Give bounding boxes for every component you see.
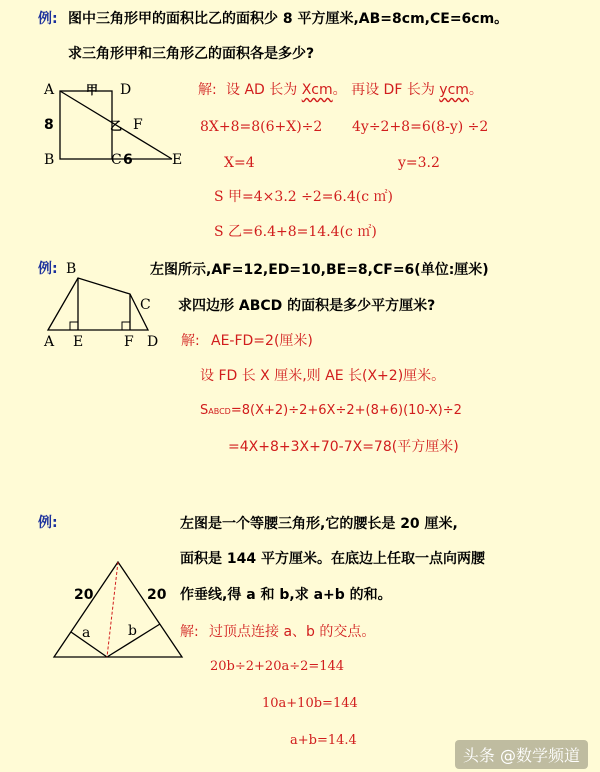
ex1-solution-label: 解:: [198, 82, 217, 98]
ex2-area-subscript: ABCD: [208, 407, 231, 416]
ex1-point-b: B: [44, 152, 55, 168]
ex2-point-d: D: [147, 334, 159, 350]
watermark: 头条 @数学频道: [455, 740, 588, 769]
ex1-triangle-jia-label: 甲: [86, 83, 99, 97]
ex3-left-side-length: 20: [74, 587, 94, 603]
ex1-ce-length: 6: [123, 152, 133, 168]
ex2-solution-label: 解:: [181, 333, 200, 349]
ex2-point-b: B: [66, 261, 77, 277]
ex2-point-f: F: [124, 334, 134, 350]
ex3-equation-2: 10a+10b=144: [262, 696, 358, 711]
ex3-isosceles-triangle: [54, 562, 182, 657]
ex2-solution-line-4: =4X+8+3X+70-7X=78(平方厘米): [228, 439, 459, 455]
ex3-segment-a-label: a: [82, 625, 91, 641]
example-1-problem-line-2: 求三角形甲和三角形乙的面积各是多少?: [68, 46, 315, 62]
ex1-setup-text-1: 设 AD 长为: [226, 82, 302, 98]
ex1-point-e: E: [172, 152, 183, 168]
ex2-area-expression: =8(X+2)÷2+6X÷2+(8+6)(10-X)÷2: [230, 403, 462, 418]
ex3-equation-3: a+b=14.4: [290, 733, 357, 748]
ex1-point-f: F: [133, 117, 143, 133]
ex1-triangle-yi-label: 乙: [110, 119, 123, 133]
ex1-var-x: Xcm: [301, 82, 333, 98]
ex1-equation-2: 4y÷2+8=6(8-y) ÷2: [352, 119, 489, 135]
example-3-problem-line-2: 面积是 144 平方厘米。在底边上任取一点向两腰: [180, 551, 485, 567]
ex1-point-a: A: [44, 82, 55, 98]
ex2-solution-line-2: 设 FD 长 X 厘米,则 AE 长(X+2)厘米。: [200, 368, 446, 384]
ex1-equation-1: 8X+8=8(6+X)÷2: [200, 119, 323, 135]
ex1-equation-6: S 乙=6.4+8=14.4(c ㎡): [214, 224, 377, 240]
ex3-solution-line-1: 过顶点连接 a、b 的交点。: [209, 624, 376, 640]
ex2-area-symbol: S: [200, 403, 209, 418]
example-2-label: 例:: [38, 261, 58, 277]
ex3-equation-1: 20b÷2+20a÷2=144: [210, 659, 345, 674]
ex1-setup-text-3: 。: [468, 82, 483, 98]
example-1-label: 例:: [38, 11, 58, 27]
example-3-problem-line-3: 作垂线,得 a 和 b,求 a+b 的和。: [180, 587, 392, 603]
ex1-equation-5: S 甲=4×3.2 ÷2=6.4(c ㎡): [214, 189, 393, 205]
ex2-point-c: C: [140, 297, 151, 313]
example-2-problem-line-2: 求四边形 ABCD 的面积是多少平方厘米?: [178, 298, 436, 314]
ex1-point-d: D: [120, 82, 132, 98]
ex3-right-side-length: 20: [147, 587, 167, 603]
ex2-point-a: A: [44, 334, 55, 350]
example-1-problem-line-1: 图中三角形甲的面积比乙的面积少 8 平方厘米,AB=8cm,CE=6cm。: [68, 11, 509, 27]
example-2-problem-line-1: 左图所示,AF=12,ED=10,BE=8,CF=6(单位:厘米): [150, 262, 489, 278]
ex1-ab-length: 8: [44, 117, 54, 133]
ex1-equation-3: X=4: [224, 155, 255, 171]
example-3-label: 例:: [38, 515, 58, 531]
ex1-point-c: C: [111, 152, 122, 168]
ex1-var-y: ycm: [439, 82, 469, 98]
ex2-solution-line-1: AE-FD=2(厘米): [211, 333, 313, 349]
ex3-solution-label: 解:: [180, 624, 199, 640]
example-3-problem-line-1: 左图是一个等腰三角形,它的腰长是 20 厘米,: [180, 516, 458, 532]
ex3-segment-b-label: b: [128, 623, 137, 639]
ex2-point-e: E: [73, 334, 84, 350]
ex1-equation-4: y=3.2: [398, 155, 440, 171]
ex1-setup-text-2: 。 再设 DF 长为: [332, 82, 440, 98]
